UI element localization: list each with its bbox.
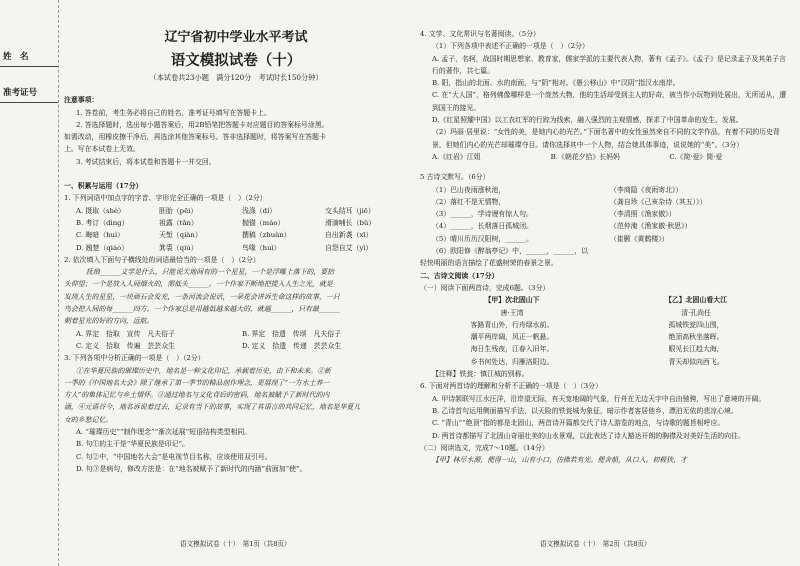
q2-stem: 2. 依次填入下面句子横线处的词语最恰当的一项是（ ）（2分） xyxy=(64,255,260,264)
section2-part1: （一）阅读下面两首诗，完成6题。（3分） xyxy=(420,283,550,292)
q3-option: A. “璀璨历史”“制作理念”“渐次延展”短语结构类型相同。 xyxy=(76,428,252,437)
q4-option: B. 阳，指山的北面、水的南面，与“阴”相对。《愚公移山》中“汉阴”指汉水南岸。 xyxy=(432,79,680,88)
section1-heading: 一、积累与运用（17分） xyxy=(64,182,143,191)
poem-line: 潮平两岸阔，风正一帆悬。 xyxy=(470,333,554,342)
q2-passage-line: 发现人生的星星，一块顽石会发光，一条河流会说话，一朵花会讲诉生命这样的故事，一只 xyxy=(64,292,340,301)
q5-line: （5）晴川历历汉阳树，______。 （崔颢《黄鹤楼》） xyxy=(432,234,669,243)
poem-line: 眼见长江趋大海， xyxy=(668,345,724,354)
poem-line: 乡书何处达，归雁洛阳边。 xyxy=(470,357,554,366)
q2-passage-line: 头仰望；一个是放入人间烟火的，需低头______。一个作家不断地把提入人生之光，就是 xyxy=(64,280,333,289)
notes-line: 3. 考试结束后，将本试卷和答题卡一并交回。 xyxy=(76,157,216,166)
poem-line: 孤城铁瓮四山围， xyxy=(668,320,724,329)
q3-option: D. 句③是病句，修改方法是：在“地名被赋予了新时代的内涵”前面加“使”。 xyxy=(76,464,307,473)
poem-a-author: 唐·王湾 xyxy=(500,308,524,317)
notes-line: 2. 答选择题时，选出每小题答案后，用2B铅笔把答题卡对应题目的答案标号涂黑。 xyxy=(76,120,329,129)
q4-option-row: A.《红岩》江姐 B.《朝花夕拾》长妈妈 C.《简·爱》简·爱 xyxy=(432,152,723,161)
q2-passage-line: 抚琅______文学是什么，只能说天地间有的一个星星，一个是浮雕上落下的，要抬 xyxy=(86,268,335,277)
q6-stem: 6. 下面对两首诗的理解和分析不正确的一项是（ ）（3分） xyxy=(420,382,602,391)
q2-passage-line: 鸟会把人间的每______四方。一个作家总是用越低越来越大的，就越______，只有最______ xyxy=(64,305,340,314)
name-field[interactable]: 姓 名 xyxy=(0,44,58,67)
poem-line: 海日生残夜，江春入旧年。 xyxy=(470,345,554,354)
page-footer-right: 语文模拟试卷（十） 第2页（共8页） xyxy=(540,540,651,548)
section2-heading: 二、古诗文阅读（17分） xyxy=(420,271,499,280)
q2-option-row: C. 定义 拾取 传遍 芸芸众生 D. 定义 拾遗 传递 芸芸众生 xyxy=(76,341,342,350)
left-column xyxy=(64,0,408,475)
poem-line: 绝顶高秋坐落晖。 xyxy=(668,333,724,342)
q6-option: D. 两首诗都描写了北固山奇丽壮美的山水景观，以此表达了诗人豁达开朗的胸襟及对美好生活的向往。 xyxy=(432,431,745,440)
poems xyxy=(420,294,788,368)
passage-line: 【甲】林尽水源，便得一山，山有小口，仿佛若有光。便舍船，从口入。初极狭，才 xyxy=(432,456,687,465)
notes-line: 如需改动，用橡皮擦干净后，再选涂其他答案标号。答非选择题时，将答案写在答题卡 xyxy=(64,133,326,142)
poem-b xyxy=(604,294,788,368)
notes-line: 上。写在本试卷上无效。 xyxy=(64,145,140,154)
q1-option-row: B. 考订（dìng） 祖露（tǎn） 抛锚（máo） 滑滴哺长（bǔ） xyxy=(76,218,376,227)
q6-option: B. 乙诗首句运用侧面描写手法，以天险的铁瓮城为象征，暗示作者客居他乡、漂泊无依的悲凉心境。 xyxy=(432,406,738,415)
poem-a xyxy=(420,294,604,368)
poem-line: 客路青山外，行舟绿水前。 xyxy=(470,320,554,329)
q5-line: （4）______，长烟落日孤城闭。 （范仲淹《渔家傲·秋思》） xyxy=(432,222,692,231)
q4-sub1: （1）下列各项中表述不正确的一项是（ ）（2分） xyxy=(432,42,589,51)
section2-part2: （二）阅读选文，完成7～10题。（14分） xyxy=(420,443,549,452)
q3-passage-line: 一季的《中国地名大会》除了继承了第一季节的精品创作理念，更展现了“一方水土养一 xyxy=(64,378,330,387)
q2-passage-line: 朝着星光的好的方向，远航。 xyxy=(64,317,154,326)
q1-stem: 1. 下列词语中加点字的字音、字形完全正确的一项是（ ）（2分） xyxy=(64,194,267,203)
poem-line: 青天却似向西飞。 xyxy=(668,357,724,366)
q5-stem: 5 古诗文默写。（6分） xyxy=(420,173,490,182)
q5-tail: 轻快明丽的语言描绘了花盛树荣的春景之景。 xyxy=(420,259,558,268)
poem-a-title: 【甲】次北固山下 xyxy=(484,296,540,305)
exam-title: 辽宁省初中学业水平考试 xyxy=(164,30,308,45)
q4-option: A. 孟子，名轲，战国时期思想家、教育家，儒家学派的主要代表人物，著有《孟子》。《孟子》是记录孟子及其弟子言行的著作，共七篇。 xyxy=(432,54,786,75)
q1-option-row: C. 晦暗（huì） 天堑（qiàn） 撰稿（zhuàn） 自出新袭（xī） xyxy=(76,231,373,240)
right-column xyxy=(420,0,788,466)
q3-option: B. 句①的主干是“华夏民族是印记”。 xyxy=(76,440,189,449)
q5-line: （2）落红不是无情物， （龚自珍《己亥杂诗（其五）》） xyxy=(432,197,707,206)
q6-option: C. “青山”“绝顶”指的都是北固山，两首诗开篇都交代了诗人游览的地点，与诗歌的题旨相呼应。 xyxy=(432,419,725,428)
poem-note: 【注释】铁瓮：镇江城的别称。 xyxy=(432,370,529,379)
q5-line: （3）______，学诗谩有惊人句。 （李清照《渔家傲》） xyxy=(432,210,676,219)
page-footer-left: 语文模拟试卷（十） 第1页（共8页） xyxy=(180,540,291,548)
q4-sub2: （2）玛丽·居里说：“女性的美，是她内心的光芒。”下面名著中的女性虽然来自不同的文学作品，有着不同的历史背景，但她们内心的光芒却璀璨夺目。请你选择其中一个人物，结合她具体事迹，说说她的“美”。（3分） xyxy=(432,128,780,149)
q3-passage-line: 方人”的集体记忆与乡土情怀。③通过地名与文化背后的密码，地名被赋予了新时代的内 xyxy=(64,391,330,400)
q3-passage-line: ①在华夏民族的璀璨历史中，地名是一种文化印记，承载着历史，由下和未来。②新 xyxy=(76,366,331,375)
poem-b-title: 【乙】北固山看大江 xyxy=(664,296,727,305)
poem-b-author: 清·孔尚任 xyxy=(681,308,711,317)
q1-option-row: D. 翘楚（qiáo） 箕裘（qiú） 鸟喙（huì） 自怨自艾（yì） xyxy=(76,243,373,252)
q3-stem: 3. 下列各项中分析正确的一项是（ ）（2分） xyxy=(64,354,205,363)
exam-number-field[interactable]: 准考证号 xyxy=(0,80,58,103)
q6-option: A. 甲诗颔联写江水汪洋，沿岸望无际，有天宽地阔的气象，行舟在无边天宇中自由驰骋，写出了意境的开阔。 xyxy=(432,394,766,403)
q1-option-row: A. 摄取（shè） 胚胎（pēi） 浅涤（dí） 交头结耳（jiē） xyxy=(76,206,375,215)
exam-info: （本试卷共23小题 满分120分 考试时长150分钟） xyxy=(149,73,323,82)
exam-subtitle: 语文模拟试卷（十） xyxy=(170,52,302,69)
q3-passage-line: 涵，④元语谷今，地名诉说着过去，记录有当下的故事，实现了其语言的共同记忆，地名是华夏儿 xyxy=(64,403,361,412)
q2-option-row: A. 界定 拾取 宣传 凡夫俗子 B. 界定 拾遗 传颂 凡夫俗子 xyxy=(76,329,342,338)
q4-option: D.《红星照耀中国》以工农红军的行踪为线索，融入强烈的主观情感，探求了中国革命的发生、发展。 xyxy=(432,116,743,125)
notes-line: 1. 答卷前，考生务必将自己的姓名、准考证号填写在答题卡上。 xyxy=(76,108,271,117)
notes-heading: 注意事项： xyxy=(64,96,99,105)
q4-option: C. 在“大人国”，格列佛像哪样是一个庞然大物，他的生活却受到主人的好奇，被当作小玩物到处展出，无所适从，遭到国王的接见。 xyxy=(432,91,787,112)
q3-option: C. 句②中，“中国地名大会”是电视节目名称，应该使用双引号。 xyxy=(76,452,272,461)
q5-line: （1）巴山夜雨涨秋池， （李商隐《夜雨寄北》） xyxy=(432,185,683,194)
binding-strip xyxy=(0,0,59,566)
q5-line: （6）欧阳修《醉翁亭记》中，______，______，以 xyxy=(432,247,588,256)
q4-stem: 4. 文学、文化常识与名著阅读。（5分） xyxy=(420,30,540,38)
q3-passage-line: 女的乡愁记忆。 xyxy=(64,415,113,424)
